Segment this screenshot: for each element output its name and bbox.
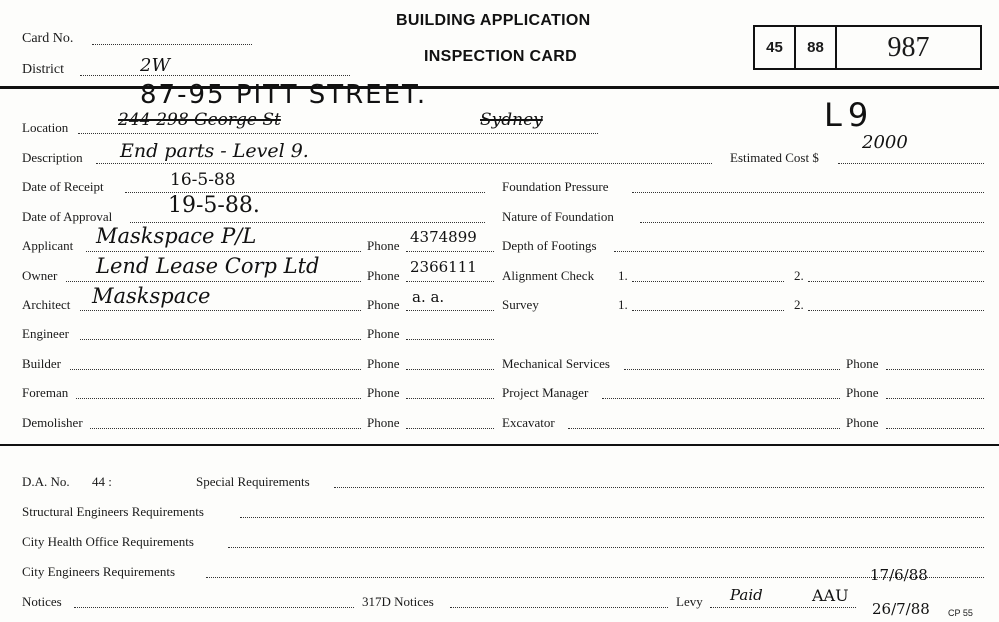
health-line: [228, 547, 984, 548]
notices-label: Notices: [22, 594, 62, 609]
mechanical-label: Mechanical Services: [502, 356, 610, 371]
middle-divider: [0, 444, 999, 446]
description-line: [96, 163, 712, 164]
levy-value: Paid: [730, 586, 763, 604]
date-1: 17/6/88: [870, 566, 928, 584]
card-no-label: Card No.: [22, 31, 74, 46]
location-struck-text: 244-298 George St: [118, 110, 281, 130]
levy-line: [710, 607, 856, 608]
date-approval-label: Date of Approval: [22, 209, 113, 224]
architect-label: Architect: [22, 297, 71, 312]
demolisher-label: Demolisher: [22, 415, 83, 430]
architect-phone-line: [406, 310, 494, 311]
applicant-phone-label: Phone: [367, 238, 400, 253]
mechanical-phone-label: Phone: [846, 356, 879, 371]
demolisher-line: [90, 428, 361, 429]
alignment-line-1: [632, 281, 784, 282]
owner-value: Lend Lease Corp Ltd: [96, 254, 320, 278]
owner-phone-value: 2366111: [410, 258, 477, 276]
card-box-2: 88: [794, 25, 837, 70]
structural-label: Structural Engineers Requirements: [22, 504, 204, 519]
architect-phone-value: a. a.: [412, 288, 445, 306]
foreman-phone-line: [406, 398, 494, 399]
special-requirements-line: [334, 487, 984, 488]
excavator-label: Excavator: [502, 415, 555, 430]
demolisher-phone-label: Phone: [367, 415, 400, 430]
card-box-3: 987: [835, 25, 982, 70]
engineer-label: Engineer: [22, 326, 69, 341]
notices-line: [74, 607, 354, 608]
alignment-line-2: [808, 281, 984, 282]
depth-footings-label: Depth of Footings: [502, 238, 597, 253]
card-no-line: [92, 44, 252, 45]
date-approval-line: [130, 222, 485, 223]
description-label: Description: [22, 150, 83, 165]
location-code: L9: [824, 96, 875, 134]
title-line-2: INSPECTION CARD: [424, 48, 577, 65]
location-value: 87-95 PITT STREET.: [140, 80, 428, 110]
owner-phone-label: Phone: [367, 268, 400, 283]
card-box-1: 45: [753, 25, 796, 70]
excavator-line: [568, 428, 840, 429]
estimated-cost-label: Estimated Cost $: [730, 150, 819, 165]
survey-line-1: [632, 310, 784, 311]
alignment-num-1: 1.: [618, 268, 628, 283]
engineer-phone-line: [406, 339, 494, 340]
da-no-value: 44 :: [92, 474, 112, 489]
architect-value: Maskspace: [92, 284, 211, 308]
project-manager-line: [602, 398, 840, 399]
owner-label: Owner: [22, 268, 58, 283]
architect-phone-label: Phone: [367, 297, 400, 312]
city-engineers-line: [206, 577, 984, 578]
description-value: End parts - Level 9.: [120, 140, 309, 162]
mechanical-phone-line: [886, 369, 984, 370]
survey-num-1: 1.: [618, 297, 628, 312]
alignment-check-label: Alignment Check: [502, 268, 595, 283]
initials: AAU: [812, 586, 849, 605]
estimated-cost-line: [838, 163, 984, 164]
date-receipt-label: Date of Receipt: [22, 179, 104, 194]
nature-foundation-label: Nature of Foundation: [502, 209, 614, 224]
health-label: City Health Office Requirements: [22, 534, 194, 549]
owner-phone-line: [406, 281, 494, 282]
applicant-line: [86, 251, 361, 252]
foreman-phone-label: Phone: [367, 385, 400, 400]
special-requirements-label: Special Requirements: [196, 474, 310, 489]
survey-num-2: 2.: [794, 297, 804, 312]
district-label: District: [22, 62, 64, 77]
builder-line: [70, 369, 361, 370]
foundation-pressure-label: Foundation Pressure: [502, 179, 609, 194]
date-2: 26/7/88: [872, 600, 930, 618]
builder-phone-label: Phone: [367, 356, 400, 371]
location-label: Location: [22, 120, 69, 135]
foreman-label: Foreman: [22, 385, 69, 400]
location-line: [78, 133, 598, 134]
notices-317d-line: [450, 607, 668, 608]
project-manager-phone-label: Phone: [846, 385, 879, 400]
applicant-phone-line: [406, 251, 494, 252]
alignment-num-2: 2.: [794, 268, 804, 283]
applicant-value: Maskspace P/L: [96, 224, 257, 248]
excavator-phone-line: [886, 428, 984, 429]
estimated-cost-value: 2000: [862, 132, 908, 153]
form-code: CP 55: [948, 608, 973, 618]
notices-317d-label: 317D Notices: [362, 594, 434, 609]
foundation-pressure-line: [632, 192, 984, 193]
applicant-label: Applicant: [22, 238, 74, 253]
builder-phone-line: [406, 369, 494, 370]
depth-footings-line: [614, 251, 984, 252]
applicant-phone-value: 4374899: [410, 228, 477, 246]
levy-label: Levy: [676, 594, 703, 609]
structural-line: [240, 517, 984, 518]
date-approval-value: 19-5-88.: [168, 193, 260, 218]
builder-label: Builder: [22, 356, 61, 371]
city-engineers-label: City Engineers Requirements: [22, 564, 176, 579]
project-manager-phone-line: [886, 398, 984, 399]
location-struck-end: Sydney: [480, 110, 543, 130]
demolisher-phone-line: [406, 428, 494, 429]
da-no-label: D.A. No.: [22, 474, 70, 489]
district-value: 2W: [140, 55, 170, 76]
title-line-1: BUILDING APPLICATION: [396, 12, 591, 29]
foreman-line: [76, 398, 361, 399]
mechanical-line: [624, 369, 840, 370]
date-receipt-value: 16-5-88: [170, 170, 236, 190]
engineer-phone-label: Phone: [367, 326, 400, 341]
excavator-phone-label: Phone: [846, 415, 879, 430]
survey-line-2: [808, 310, 984, 311]
district-line: [80, 75, 350, 76]
architect-line: [80, 310, 361, 311]
survey-label: Survey: [502, 297, 539, 312]
owner-line: [66, 281, 361, 282]
engineer-line: [80, 339, 361, 340]
project-manager-label: Project Manager: [502, 385, 589, 400]
nature-foundation-line: [640, 222, 984, 223]
